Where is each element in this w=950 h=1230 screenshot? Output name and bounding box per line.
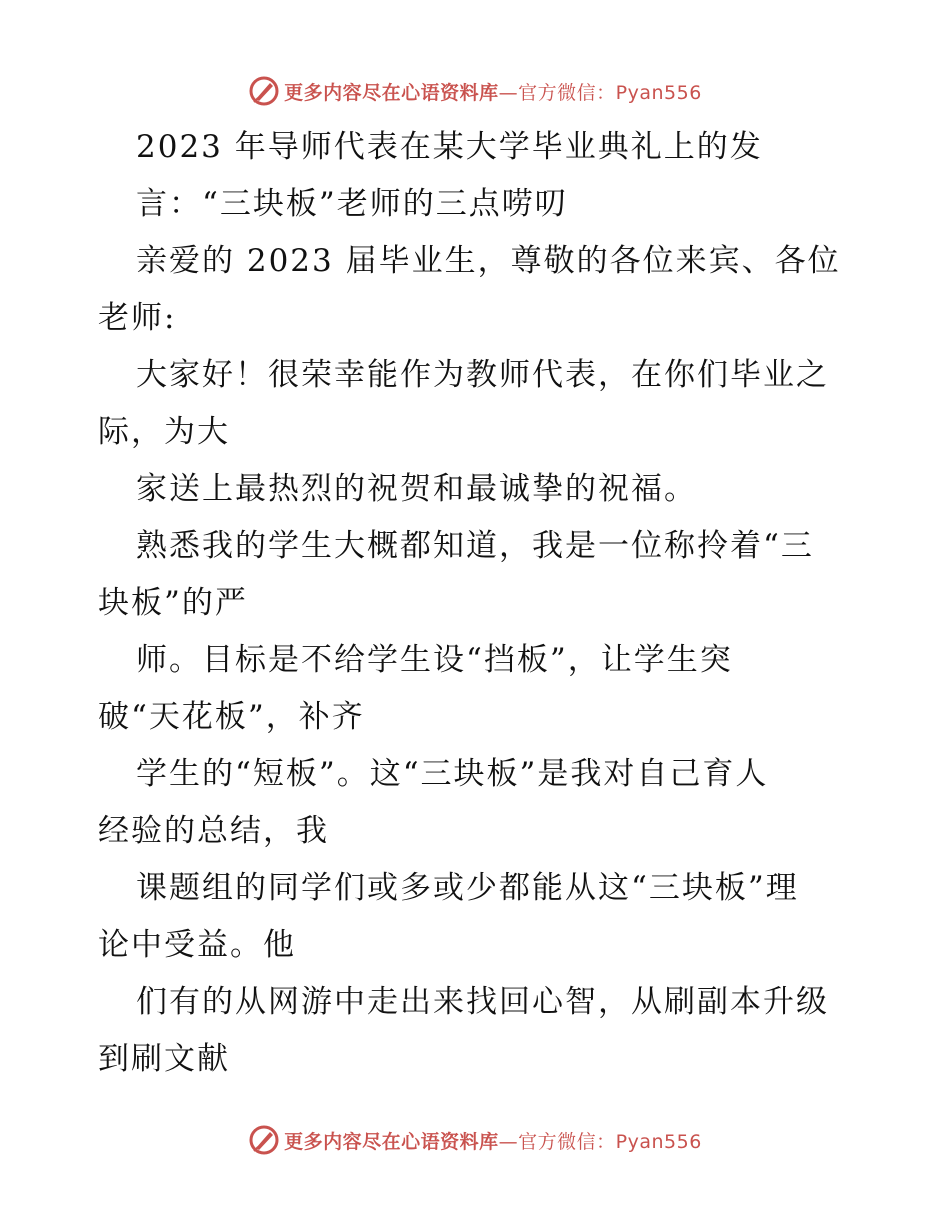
paragraph-line: 课题组的同学们或多或少都能从这“三块板”理 — [136, 870, 799, 906]
banner-text — [284, 1127, 702, 1154]
banner-main: 更多内容尽在心语资料库 — [284, 1130, 499, 1153]
document-body — [98, 119, 858, 1088]
banner-separator: — — [498, 1130, 519, 1153]
salutation-line-1: 亲爱的 2023 届毕业生，尊敬的各位来宾、各位 — [136, 243, 841, 279]
paragraph-line: 师。目标是不给学生设“挡板”，让学生突 — [136, 642, 733, 678]
banner-main: 更多内容尽在心语资料库 — [284, 81, 499, 104]
paragraph-line: 们有的从网游中走出来找回心智，从刷副本升级 — [136, 984, 829, 1020]
salutation-line-2: 老师: — [98, 300, 177, 336]
quill-logo-icon — [248, 75, 280, 107]
paragraph-line: 经验的总结，我 — [98, 813, 329, 849]
paragraph-line: 到刷文献 — [98, 1041, 230, 1077]
paragraph-line: 熟悉我的学生大概都知道，我是一位称拎着“三 — [136, 528, 814, 564]
paragraph-line: 际，为大 — [98, 414, 230, 450]
quill-logo-icon — [248, 1124, 280, 1156]
banner-contact: 官方微信：Pyan556 — [518, 81, 702, 104]
header-banner — [0, 71, 950, 111]
paragraph-line: 大家好！很荣幸能作为教师代表，在你们毕业之 — [136, 357, 829, 393]
paragraph-line: 破“天花板”，补齐 — [98, 699, 365, 735]
title-line-2: 言：“三块板”老师的三点唠叨 — [136, 186, 568, 222]
paragraph-line: 块板”的严 — [98, 585, 248, 621]
paragraph-line: 论中受益。他 — [98, 927, 296, 963]
banner-contact: 官方微信：Pyan556 — [518, 1130, 702, 1153]
banner-text — [284, 78, 702, 105]
paragraph-line: 家送上最热烈的祝贺和最诚挚的祝福。 — [136, 471, 697, 507]
banner-separator: — — [498, 81, 519, 104]
footer-banner — [0, 1120, 950, 1160]
title-line-1: 2023 年导师代表在某大学毕业典礼上的发 — [136, 129, 763, 165]
paragraph-line: 学生的“短板”。这“三块板”是我对自己育人 — [136, 756, 769, 792]
